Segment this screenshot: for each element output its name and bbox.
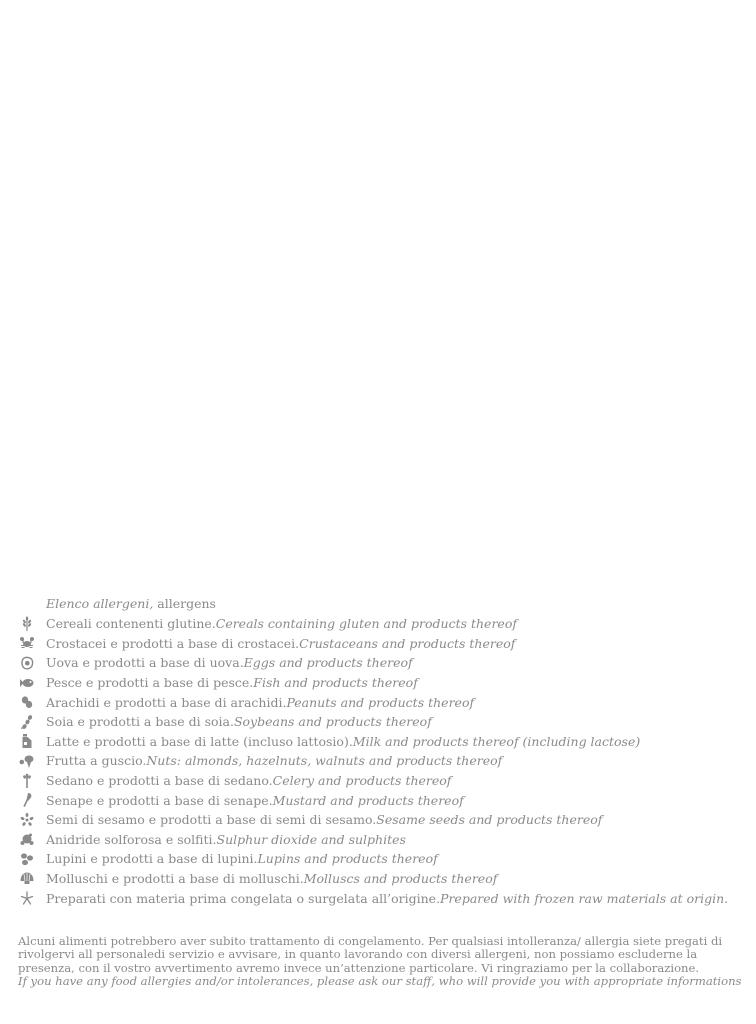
milk-icon	[18, 733, 36, 749]
allergen-it: Arachidi e prodotti a base di arachidi.	[46, 694, 287, 710]
allergen-en: Prepared with frozen raw materials at origin.	[440, 890, 729, 906]
allergen-en: Crustaceans and products thereof	[299, 635, 516, 651]
allergen-it: Soia e prodotti a base di soia.	[46, 714, 234, 730]
celery-icon	[18, 773, 36, 789]
allergen-row-frozen	[18, 888, 738, 908]
allergen-row-soy	[18, 712, 738, 732]
allergen-en: Molluscs and products thereof	[303, 871, 498, 887]
allergen-row-sesame	[18, 810, 738, 830]
notice-line: Alcuni alimenti potrebbero aver subito trattamento di congelamento. Per qualsiasi intolleranza/ allergia siete pregati di	[18, 934, 723, 948]
allergen-row-nuts	[18, 751, 738, 771]
allergen-en: Celery and products thereof	[272, 773, 452, 789]
allergen-it: Pesce e prodotti a base di pesce.	[46, 675, 254, 691]
sesame-icon	[18, 812, 36, 828]
allergen-it: Sedano e prodotti a base di sedano.	[46, 773, 273, 789]
allergen-it: Senape e prodotti a base di senape.	[46, 792, 273, 808]
crab-icon	[18, 635, 36, 651]
lupin-icon	[18, 851, 36, 867]
allergen-row-lupins	[18, 849, 738, 869]
allergen-it: Frutta a guscio.	[46, 753, 147, 769]
allergen-it: Anidride solforosa e solfiti.	[46, 831, 217, 847]
allergen-row-crustaceans	[18, 634, 738, 654]
allergen-it: Preparati con materia prima congelata o surgelata all’origine.	[46, 890, 441, 906]
wheat-icon	[18, 616, 36, 632]
notice-english-line: If you have any food allergies and/or intolerances, please ask our staff, who will provide you with appropriate informations	[18, 974, 742, 989]
heading-italic: Elenco allergeni,	[46, 596, 154, 611]
allergen-en: Eggs and products thereof	[243, 655, 413, 671]
allergen-row-peanuts	[18, 692, 738, 712]
allergen-en: Sesame seeds and products thereof	[376, 812, 603, 828]
allergy-notice	[18, 935, 742, 989]
nuts-icon	[18, 753, 36, 769]
egg-icon	[18, 655, 36, 671]
allergen-en: Lupins and products thereof	[257, 851, 438, 867]
allergen-row-molluscs	[18, 869, 738, 889]
allergen-row-eggs	[18, 653, 738, 673]
allergen-it: Crostacei e prodotti a base di crostacei.	[46, 635, 300, 651]
allergen-en: Mustard and products thereof	[272, 792, 464, 808]
peanut-icon	[18, 694, 36, 710]
allergen-row-fish	[18, 673, 738, 693]
allergen-row-gluten	[18, 614, 738, 634]
notice-line: presenza, con il vostro avvertimento avremo invece un’attenzione particolare. Vi ringraziamo per la collaborazione.	[18, 960, 700, 975]
mustard-icon	[18, 792, 36, 808]
allergen-en: Fish and products thereof	[253, 675, 418, 691]
sulphite-icon	[18, 831, 36, 847]
allergen-en: Milk and products thereof (including lactose)	[352, 733, 641, 749]
allergen-it: Latte e prodotti a base di latte (incluso lattosio).	[46, 733, 353, 749]
allergen-en: Soybeans and products thereof	[233, 714, 432, 730]
allergen-en: Sulphur dioxide and sulphites	[216, 831, 406, 847]
allergen-en: Cereals containing gluten and products thereof	[215, 616, 517, 632]
mollusc-icon	[18, 871, 36, 887]
allergen-list	[18, 594, 738, 908]
allergen-it: Cereali contenenti glutine.	[46, 616, 216, 632]
soy-icon	[18, 714, 36, 730]
heading-plain: allergens	[153, 596, 216, 611]
allergen-it: Lupini e prodotti a base di lupini.	[46, 851, 258, 867]
asterisk-icon	[18, 890, 36, 906]
allergen-row-sulphites	[18, 830, 738, 850]
allergen-it: Semi di sesamo e prodotti a base di semi di sesamo.	[46, 812, 377, 828]
notice-line: rivolgervi all personaledi servizio e avvisare, in quanto lavorando con diversi allergeni, non possiamo escluderne la	[18, 947, 698, 962]
allergen-it: Uova e prodotti a base di uova.	[46, 655, 244, 671]
allergen-it: Molluschi e prodotti a base di molluschi.	[46, 871, 304, 887]
fish-icon	[18, 675, 36, 691]
allergen-row-celery	[18, 771, 738, 791]
allergen-heading	[46, 594, 738, 614]
allergen-row-mustard	[18, 790, 738, 810]
allergen-en: Nuts: almonds, hazelnuts, walnuts and products thereof	[146, 753, 503, 769]
allergen-row-milk	[18, 732, 738, 752]
allergen-en: Peanuts and products thereof	[286, 694, 475, 710]
